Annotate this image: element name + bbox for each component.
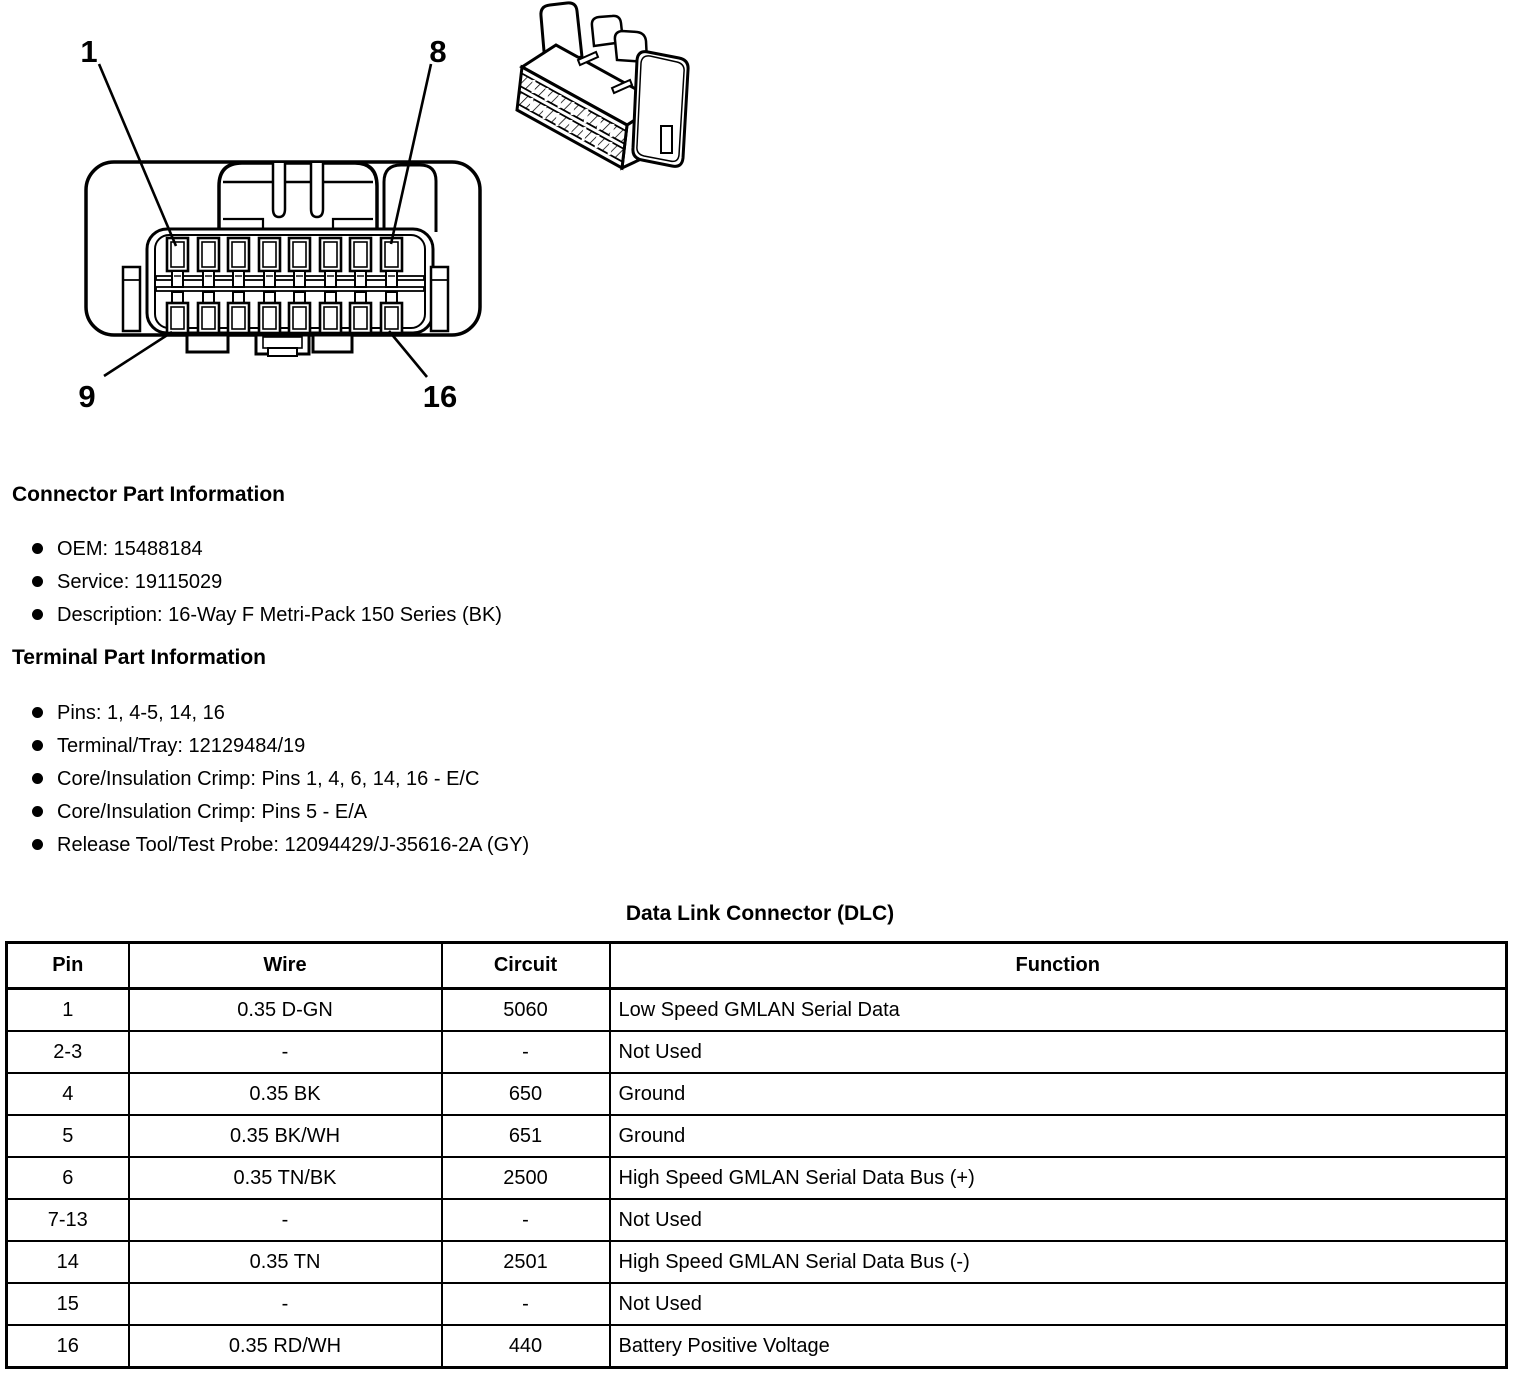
cell-wire: -: [129, 1283, 442, 1325]
table-header-row: [7, 943, 1507, 989]
cell-function: Not Used: [610, 1283, 1507, 1325]
cell-pin: 14: [7, 1241, 129, 1283]
terminal-part-info-heading: Terminal Part Information: [12, 646, 266, 669]
column-header-function: Function: [610, 943, 1507, 989]
cell-circuit: 440: [442, 1325, 610, 1368]
cell-circuit: -: [442, 1283, 610, 1325]
cell-circuit: 5060: [442, 989, 610, 1032]
cell-pin: 6: [7, 1157, 129, 1199]
list-item: [32, 604, 502, 637]
table-row: [7, 989, 1507, 1032]
pin-label-16: 16: [422, 379, 458, 414]
pin-label-8: 8: [429, 34, 447, 69]
dlc-pinout-table: [5, 941, 1508, 1369]
bullet-icon: [32, 609, 43, 620]
list-item: [32, 768, 529, 801]
column-header-circuit: Circuit: [442, 943, 610, 989]
bullet-icon: [32, 773, 43, 784]
list-item-text: OEM: 15488184: [57, 538, 203, 560]
table-row: [7, 1325, 1507, 1368]
cell-wire: 0.35 TN/BK: [129, 1157, 442, 1199]
list-item: [32, 801, 529, 834]
cell-wire: 0.35 TN: [129, 1241, 442, 1283]
connector-part-info-heading: Connector Part Information: [12, 483, 286, 506]
table-row: [7, 1073, 1507, 1115]
table-row: [7, 1283, 1507, 1325]
cell-function: Low Speed GMLAN Serial Data: [610, 989, 1507, 1032]
cell-function: Not Used: [610, 1031, 1507, 1073]
pin-label-1: 1: [80, 34, 98, 69]
cell-pin: 4: [7, 1073, 129, 1115]
bullet-icon: [32, 740, 43, 751]
cell-circuit: -: [442, 1031, 610, 1073]
list-item: [32, 735, 529, 768]
table-row: [7, 1241, 1507, 1283]
cell-wire: -: [129, 1031, 442, 1073]
cell-function: Ground: [610, 1073, 1507, 1115]
column-header-wire: Wire: [129, 943, 442, 989]
list-item-text: Terminal/Tray: 12129484/19: [57, 735, 306, 757]
cell-wire: -: [129, 1199, 442, 1241]
cell-function: Not Used: [610, 1199, 1507, 1241]
table-row: [7, 1157, 1507, 1199]
list-item-text: Service: 19115029: [57, 571, 223, 593]
connector-3d-view-icon: [505, 0, 705, 190]
cell-circuit: 2501: [442, 1241, 610, 1283]
bullet-icon: [32, 576, 43, 587]
cell-pin: 16: [7, 1325, 129, 1368]
bullet-icon: [32, 839, 43, 850]
column-header-pin: Pin: [7, 943, 129, 989]
terminal-part-info-list: [32, 702, 529, 867]
cell-pin: 15: [7, 1283, 129, 1325]
cell-pin: 1: [7, 989, 129, 1032]
cell-wire: 0.35 BK/WH: [129, 1115, 442, 1157]
list-item: [32, 571, 502, 604]
list-item-text: Core/Insulation Crimp: Pins 1, 4, 6, 14, 16 - E/C: [57, 768, 480, 790]
cell-function: Ground: [610, 1115, 1507, 1157]
cell-circuit: 2500: [442, 1157, 610, 1199]
table-row: [7, 1031, 1507, 1073]
cell-pin: 7-13: [7, 1199, 129, 1241]
cell-wire: 0.35 RD/WH: [129, 1325, 442, 1368]
bullet-icon: [32, 707, 43, 718]
list-item: [32, 834, 529, 867]
bullet-icon: [32, 543, 43, 554]
cell-circuit: -: [442, 1199, 610, 1241]
list-item-text: Release Tool/Test Probe: 12094429/J-35616-2A (GY): [57, 834, 530, 856]
cell-function: High Speed GMLAN Serial Data Bus (-): [610, 1241, 1507, 1283]
connector-face-diagram-icon: [55, 8, 525, 420]
list-item-text: Description: 16-Way F Metri-Pack 150 Series (BK): [57, 604, 502, 626]
cell-circuit: 651: [442, 1115, 610, 1157]
list-item: [32, 538, 502, 571]
cell-function: High Speed GMLAN Serial Data Bus (+): [610, 1157, 1507, 1199]
list-item: [32, 702, 529, 735]
table-row: [7, 1199, 1507, 1241]
list-item-text: Core/Insulation Crimp: Pins 5 - E/A: [57, 801, 368, 823]
cell-wire: 0.35 BK: [129, 1073, 442, 1115]
table-row: [7, 1115, 1507, 1157]
bullet-icon: [32, 806, 43, 817]
cell-pin: 2-3: [7, 1031, 129, 1073]
list-item-text: Pins: 1, 4-5, 14, 16: [57, 702, 225, 724]
pin-label-9: 9: [78, 379, 96, 414]
cell-wire: 0.35 D-GN: [129, 989, 442, 1032]
cell-circuit: 650: [442, 1073, 610, 1115]
table-title: Data Link Connector (DLC): [625, 902, 895, 925]
connector-part-info-list: [32, 538, 502, 637]
cell-function: Battery Positive Voltage: [610, 1325, 1507, 1368]
cell-pin: 5: [7, 1115, 129, 1157]
